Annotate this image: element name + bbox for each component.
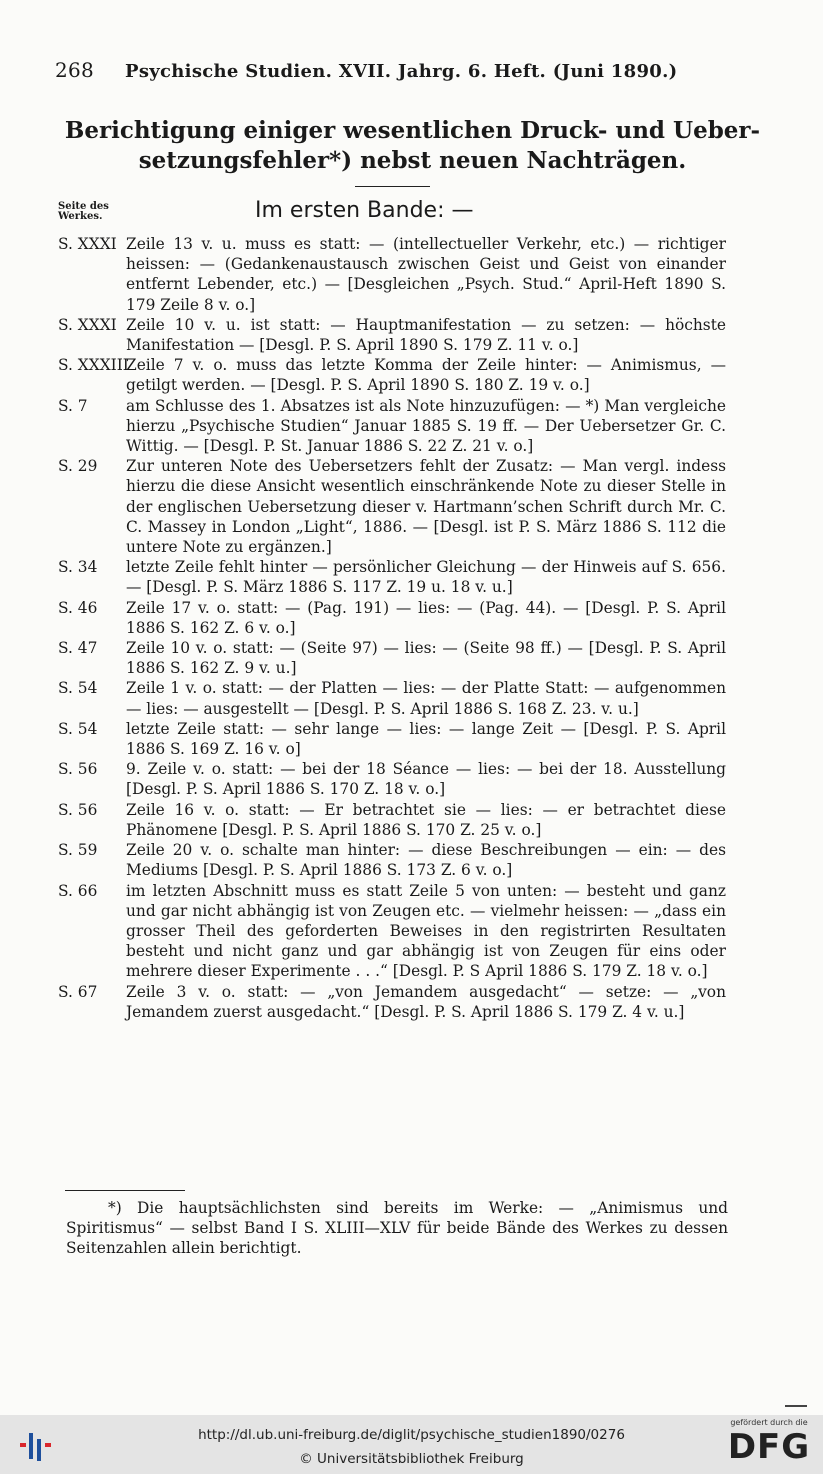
seite-label-line-1: Seite des bbox=[58, 201, 109, 212]
entry-page-ref: S. 54 bbox=[58, 679, 98, 698]
entry-text: Zeile 10 v. u. ist statt: — Hauptmanifestation — zu setzen: — höchste Manifestation — [Desgl. P. S. April 1890 S. 179 Z. 11 v. o.] bbox=[126, 315, 726, 355]
entry-text: Zeile 13 v. u. muss es statt: — (intellectueller Verkehr, etc.) — richtiger heissen: — (Gedankenaustausch zwischen Geist und Geist von einander entfernt Lebender, etc.) — [Desgleichen „Psych. Stud.“ April-Heft 1890 S. 179 Zeile 8 v. o.] bbox=[126, 235, 726, 314]
entry-text: Zur unteren Note des Uebersetzers fehlt der Zusatz: — Man vergl. indess hierzu die diese Ansicht wesentlich einschränkende Note zu dieser Stelle in der englischen Uebersetzung dieser v. Hartmann’schen Schrift durch Mr. C. C. Massey in London „Light“, 1886. — [Desgl. ist P. S. März 1886 S. 112 die untere Note zu ergänzen.] bbox=[126, 457, 726, 557]
correction-entry bbox=[58, 456, 726, 557]
entry-text: letzte Zeile fehlt hinter — persönlicher Gleichung — der Hinweis auf S. 656. — [Desgl. P. S. März 1886 S. 117 Z. 19 u. 18 v. u.] bbox=[126, 558, 726, 597]
entry-text: letzte Zeile statt: — sehr lange — lies: — lange Zeit — [Desgl. P. S. April 1886 S. 169 Z. 16 v. o] bbox=[126, 719, 726, 759]
scan-mark bbox=[785, 1405, 807, 1407]
entry-page-ref: S. 66 bbox=[58, 881, 98, 900]
entry-text: 9. Zeile v. o. statt: — bei der 18 Séance — lies: — bei der 18. Ausstellung [Desgl. P. S. April 1886 S. 170 Z. 18 v. o.] bbox=[126, 760, 726, 799]
funded-by-label: gefördert durch die bbox=[730, 1418, 808, 1427]
title-divider bbox=[355, 186, 430, 187]
entry-text: Zeile 10 v. o. statt: — (Seite 97) — lies: — (Seite 98 ff.) — [Desgl. P. S. April 1886 S. 162 Z. 9 v. u.] bbox=[126, 639, 726, 678]
page-number: 268 bbox=[55, 58, 95, 82]
correction-entry bbox=[58, 234, 726, 315]
correction-entry bbox=[58, 396, 726, 457]
entry-page-ref: S. XXXIII bbox=[58, 356, 129, 375]
entry-text: Zeile 20 v. o. schalte man hinter: — diese Beschreibungen — ein: — des Mediums [Desgl. P. S. April 1886 S. 173 Z. 6 v. o.] bbox=[126, 841, 726, 880]
correction-entry bbox=[58, 982, 726, 1022]
entry-text: im letzten Abschnitt muss es statt Zeile 5 von unten: — besteht und ganz und gar nicht abhängig ist von Zeugen etc. — vielmehr heissen: — „dass ein grosser Theil des geforderten Beweises in den registrirten Resultaten besteht und nicht ganz und gar abhängig ist von Zeugen für eins oder mehrere dieser Experimente . . .“ [Desgl. P. S April 1886 S. 179 Z. 18 v. o.] bbox=[126, 881, 726, 981]
entry-page-ref: S. 59 bbox=[58, 841, 98, 860]
correction-entry bbox=[58, 557, 726, 597]
footnote: *) Die hauptsächlichsten sind bereits im Werke: — „Animismus und Spiritismus“ — selbst Band I S. XLIII—XLV für beide Bände des Werkes zu dessen Seitenzahlen allein berichtigt. bbox=[66, 1199, 728, 1257]
correction-entry bbox=[58, 355, 726, 395]
entry-page-ref: S. 34 bbox=[58, 558, 98, 577]
correction-entry bbox=[58, 315, 726, 355]
entry-page-ref: S. XXXI bbox=[58, 315, 117, 334]
entry-page-ref: S. 56 bbox=[58, 800, 98, 819]
entry-page-ref: S. 47 bbox=[58, 639, 98, 658]
article-title bbox=[40, 116, 785, 176]
entry-page-ref: S. 54 bbox=[58, 719, 98, 738]
entry-page-ref: S. 46 bbox=[58, 598, 98, 617]
entry-text: Zeile 17 v. o. statt: — (Pag. 191) — lies: — (Pag. 44). — [Desgl. P. S. April 1886 S. 162 Z. 6 v. o.] bbox=[126, 598, 726, 637]
correction-entry bbox=[58, 840, 726, 880]
running-head bbox=[55, 58, 735, 82]
correction-entry bbox=[58, 678, 726, 718]
running-title: Psychische Studien. XVII. Jahrg. 6. Heft. (Juni 1890.) bbox=[125, 61, 678, 82]
correction-entry bbox=[58, 719, 726, 759]
dfg-wordmark: DFG bbox=[727, 1427, 811, 1467]
footnote-divider bbox=[65, 1190, 185, 1191]
entry-page-ref: S. 7 bbox=[58, 396, 88, 415]
correction-entry bbox=[58, 800, 726, 840]
footer-bar bbox=[0, 1415, 823, 1474]
entry-page-ref: S. 29 bbox=[58, 457, 98, 476]
correction-entry bbox=[58, 759, 726, 799]
copyright-notice: © Universitätsbibliothek Freiburg bbox=[299, 1451, 524, 1467]
title-line-1: Berichtigung einiger wesentlichen Druck- und Ueber- bbox=[64, 117, 761, 144]
source-url-link[interactable]: http://dl.ub.uni-freiburg.de/diglit/psychische_studien1890/0276 bbox=[198, 1427, 625, 1443]
correction-entry bbox=[58, 881, 726, 982]
dfg-logo bbox=[725, 1418, 813, 1466]
seite-label-line-2: Werkes. bbox=[58, 211, 103, 222]
entry-page-ref: S. 67 bbox=[58, 982, 98, 1001]
correction-entry bbox=[58, 638, 726, 678]
title-line-2: setzungsfehler*) nebst neuen Nachträgen. bbox=[138, 147, 687, 174]
seite-label bbox=[58, 202, 118, 222]
entry-text: Zeile 3 v. o. statt: — „von Jemandem ausgedacht“ — setze: — „von Jemandem zuerst ausgedacht.“ [Desgl. P. S. April 1886 S. 179 Z. 4 v. u.] bbox=[126, 982, 726, 1021]
entry-page-ref: S. XXXI bbox=[58, 235, 117, 253]
entry-text: Zeile 7 v. o. muss das letzte Komma der Zeile hinter: — Animismus, — getilgt werden. — [Desgl. P. S. April 1890 S. 180 Z. 19 v. o.] bbox=[126, 356, 726, 395]
entry-text: am Schlusse des 1. Absatzes ist als Note hinzuzufügen: — *) Man vergleiche hierzu „Psychische Studien“ Januar 1885 S. 19 ff. — Der Uebersetzer Gr. C. Wittig. — [Desgl. P. St. Januar 1886 S. 22 Z. 21 v. o.] bbox=[126, 396, 726, 456]
section-heading: Im ersten Bande: — bbox=[255, 198, 474, 223]
entry-page-ref: S. 56 bbox=[58, 760, 98, 779]
correction-entry bbox=[58, 598, 726, 638]
corrections-list bbox=[58, 234, 726, 1022]
entry-text: Zeile 16 v. o. statt: — Er betrachtet sie — lies: — er betrachtet diese Phänomene [Desgl. P. S. April 1886 S. 170 Z. 25 v. o.] bbox=[126, 800, 726, 839]
entry-text: Zeile 1 v. o. statt: — der Platten — lies: — der Platte Statt: — aufgenommen — lies: — ausgestellt — [Desgl. P. S. April 1886 S. 168 Z. 23. v. u.] bbox=[126, 679, 726, 718]
